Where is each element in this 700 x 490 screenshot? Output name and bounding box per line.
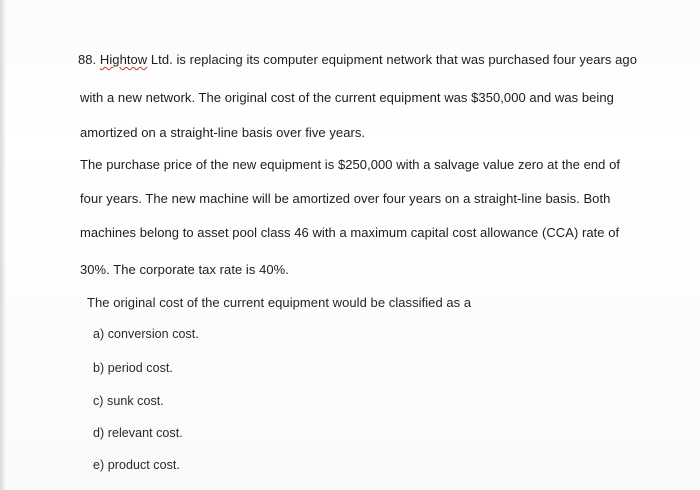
question-stem-line-7: 30%. The corporate tax rate is 40%. [80, 262, 289, 277]
option-a[interactable]: a) conversion cost. [93, 327, 199, 341]
company-name: Hightow [99, 52, 148, 67]
question-stem-line-2: with a new network. The original cost of the current equipment was $350,000 and was being [80, 90, 614, 105]
option-b[interactable]: b) period cost. [93, 361, 173, 375]
option-d[interactable]: d) relevant cost. [93, 426, 183, 440]
question-stem-line-6: machines belong to asset pool class 46 with a maximum capital cost allowance (CCA) rate of [80, 225, 620, 240]
question-number: 88. [78, 52, 97, 67]
question-prompt: The original cost of the current equipment would be classified as a [87, 295, 472, 310]
question-stem-text-1: Ltd. is replacing its computer equipment network that was purchased four years ago [147, 52, 637, 67]
option-c[interactable]: c) sunk cost. [93, 394, 164, 408]
question-stem-line-3: amortized on a straight-line basis over five years. [80, 125, 366, 140]
question-stem-line-5: four years. The new machine will be amortized over four years on a straight-line basis. Both [80, 191, 611, 206]
option-e[interactable]: e) product cost. [93, 458, 180, 472]
page-edge-shadow [0, 0, 6, 490]
question-stem-line-4: The purchase price of the new equipment is $250,000 with a salvage value zero at the end of [80, 157, 621, 172]
question-stem-line-1 [78, 52, 637, 67]
